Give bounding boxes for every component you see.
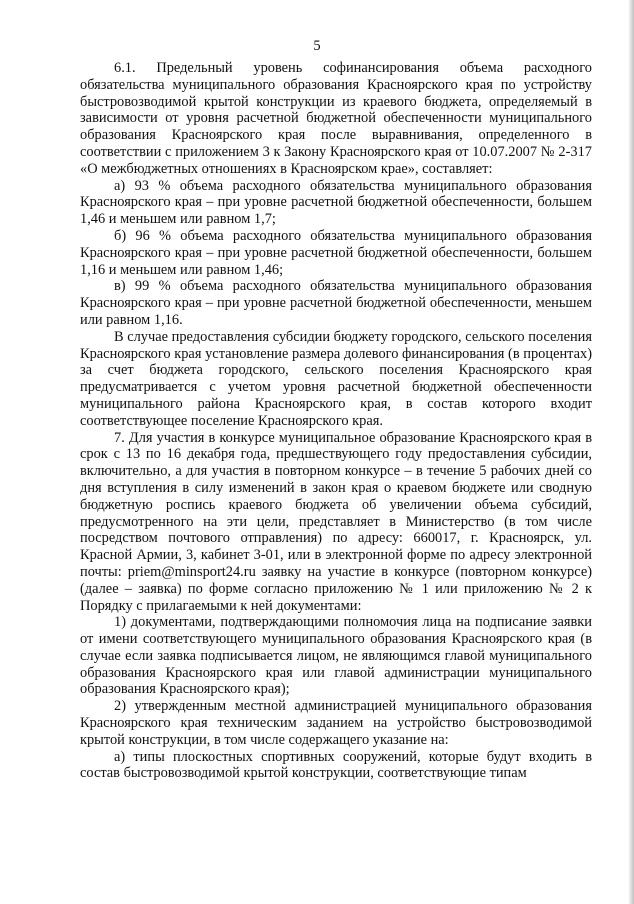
paragraph-settlement-case: В случае предоставления субсидии бюджету городского, сельского поселения Красноярского края установление размера долевого финансирования (в процентах) за счет бюджета городского, сельского поселения Красноярского края предусматривается с учетом уровня расчетной бюджетной обеспеченности муниципального района Красноярского края, в состав которого входит соответствующее поселение Красноярского края. <box>80 328 592 429</box>
paragraph-doc-2-a: а) типы плоскостных спортивных сооружений, которые будут входить в состав быстровозводимой крытой конструкции, соответствующие типам <box>80 748 592 782</box>
paragraph-6-1: 6.1. Предельный уровень софинансирования объема расходного обязательства муниципального образования Красноярского края по устройству быстровозводимой крытой конструкции из краевого бюджета, определяемый в зависимости от уровня расчетной бюджетной обеспеченности муниципального образования Красноярского края после выравнивания, определенного в соответствии с приложением 3 к Закону Красноярского края от 10.07.2007 № 2-317 «О межбюджетных отношениях в Красноярском крае», составляет: <box>80 60 592 177</box>
paragraph-doc-2: 2) утвержденным местной администрацией муниципального образования Красноярского края техническим заданием на устройство быстровозводимой крытой конструкции, в том числе содержащего указание на: <box>80 698 592 748</box>
paragraph-7: 7. Для участия в конкурсе муниципальное образование Красноярского края в срок с 13 по 16 декабря года, предшествующего году предоставления субсидии, включительно, а для участия в повторном конкурсе – в течение 5 рабочих дней со дня вступления в силу изменений в закон края о краевом бюджете или сводную бюджетную роспись краевого бюджета об увеличении объема субсидий, предусмотренного на эти цели, представляет в Министерство (в том числе посредством почтового отправления) по адресу: 660017, г. Красноярск, ул. Красной Армии, 3, кабинет 3-01, или в электронной форме по адресу электронной почты: priem@minsport24.ru заявку на участие в конкурсе (повторном конкурсе) (далее – заявка) по форме согласно приложению № 1 или приложению № 2 к Порядку с прилагаемыми к ней документами: <box>80 429 592 614</box>
scan-edge-shadow <box>628 0 634 904</box>
page-number: 5 <box>313 38 321 54</box>
paragraph-doc-1: 1) документами, подтверждающими полномочия лица на подписание заявки от имени соответствующего муниципального образования Красноярского края (в случае если заявка подписывается лицом, не являющимся главой муниципального образования Красноярского края или главой администрации муниципального образования Красноярского края); <box>80 614 592 698</box>
paragraph-item-a: а) 93 % объема расходного обязательства муниципального образования Красноярского края – при уровне расчетной бюджетной обеспеченности, большем 1,46 и меньшем или равном 1,7; <box>80 177 592 228</box>
document-body <box>80 60 592 782</box>
paragraph-item-b: б) 96 % объема расходного обязательства муниципального образования Красноярского края – при уровне расчетной бюджетной обеспеченности, большем 1,16 и меньшем или равном 1,46; <box>80 227 592 278</box>
paragraph-item-v: в) 99 % объема расходного обязательства муниципального образования Красноярского края – при уровне расчетной бюджетной обеспеченности, меньшем или равном 1,16. <box>80 278 592 328</box>
